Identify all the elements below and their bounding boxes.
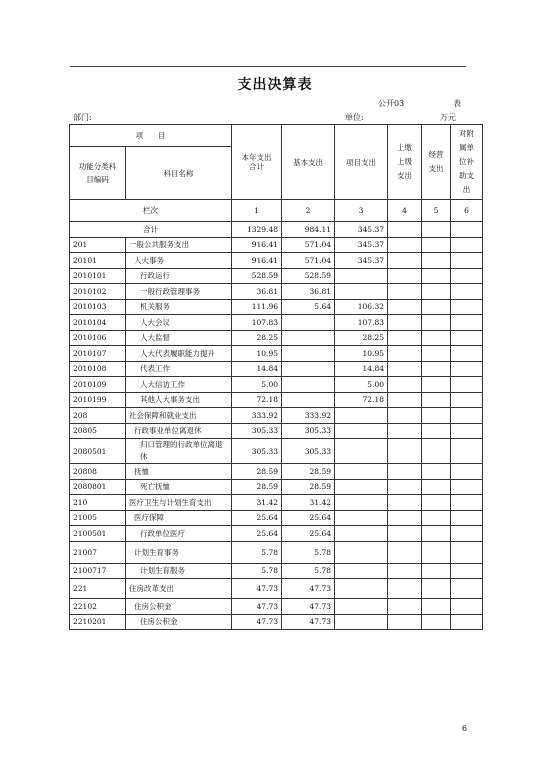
basic-amount bbox=[282, 315, 335, 331]
unit-value: 万元 bbox=[440, 113, 456, 122]
subject-name: 机关服务 bbox=[126, 299, 232, 315]
subject-code: 2010101 bbox=[70, 268, 126, 284]
subject-name: 人大信访工作 bbox=[126, 377, 232, 393]
subject-name: 医疗卫生与计划生育支出 bbox=[126, 495, 232, 511]
empty-cell bbox=[422, 423, 451, 439]
total-amount: 1329.48 bbox=[232, 222, 282, 238]
col-label: 栏次 bbox=[70, 200, 232, 222]
empty-cell bbox=[451, 237, 483, 253]
subject-name: 一般公共服务支出 bbox=[126, 237, 232, 253]
subject-name: 死亡抚恤 bbox=[126, 479, 232, 495]
empty-cell bbox=[451, 423, 483, 439]
project-amount bbox=[335, 464, 388, 480]
basic-amount: 31.42 bbox=[282, 495, 335, 511]
form-code: 公开03 bbox=[378, 99, 405, 108]
subject-name: 人大代表履职能力提升 bbox=[126, 346, 232, 362]
basic-amount: 47.73 bbox=[282, 599, 335, 615]
empty-cell bbox=[451, 510, 483, 526]
basic-amount bbox=[282, 392, 335, 408]
table-row bbox=[70, 599, 483, 615]
col-num: 2 bbox=[282, 200, 335, 222]
total-row bbox=[70, 222, 483, 238]
total-amount: 111.96 bbox=[232, 299, 282, 315]
table-row bbox=[70, 330, 483, 346]
empty-cell bbox=[388, 253, 422, 269]
subject-code: 210 bbox=[70, 495, 126, 511]
subject-code: 2010104 bbox=[70, 315, 126, 331]
total-amount: 916.41 bbox=[232, 237, 282, 253]
empty-cell bbox=[451, 599, 483, 615]
project-amount bbox=[335, 268, 388, 284]
table-row bbox=[70, 253, 483, 269]
basic-amount: 47.73 bbox=[282, 614, 335, 630]
total-label: 合计 bbox=[70, 222, 232, 238]
col-num: 6 bbox=[451, 200, 483, 222]
total-amount: 47.73 bbox=[232, 614, 282, 630]
project-amount bbox=[335, 510, 388, 526]
total-amount: 28.59 bbox=[232, 479, 282, 495]
empty-cell bbox=[388, 563, 422, 579]
empty-cell bbox=[388, 579, 422, 599]
subject-code: 2080801 bbox=[70, 479, 126, 495]
subject-name: 计划生育事务 bbox=[126, 541, 232, 563]
table-row bbox=[70, 495, 483, 511]
form-suffix: 表 bbox=[453, 99, 461, 108]
total-amount: 5.78 bbox=[232, 563, 282, 579]
total-amount: 528.59 bbox=[232, 268, 282, 284]
table-row bbox=[70, 563, 483, 579]
subject-code: 22102 bbox=[70, 599, 126, 615]
empty-cell bbox=[388, 330, 422, 346]
table-row bbox=[70, 408, 483, 424]
table-body bbox=[70, 237, 483, 630]
basic-amount: 984.11 bbox=[282, 222, 335, 238]
empty-cell bbox=[422, 614, 451, 630]
col-num: 1 bbox=[232, 200, 282, 222]
empty-cell bbox=[422, 392, 451, 408]
project-amount bbox=[335, 495, 388, 511]
empty-cell bbox=[422, 253, 451, 269]
project-amount bbox=[335, 423, 388, 439]
empty-cell bbox=[388, 408, 422, 424]
empty-cell bbox=[388, 423, 422, 439]
total-amount: 916.41 bbox=[232, 253, 282, 269]
subject-code: 2100717 bbox=[70, 563, 126, 579]
basic-amount: 333.92 bbox=[282, 408, 335, 424]
basic-amount: 305.33 bbox=[282, 423, 335, 439]
empty-cell bbox=[388, 315, 422, 331]
project-amount bbox=[335, 541, 388, 563]
total-amount: 36.81 bbox=[232, 284, 282, 300]
total-amount: 25.64 bbox=[232, 526, 282, 542]
header-row-1 bbox=[70, 125, 483, 147]
basic-amount: 305.33 bbox=[282, 439, 335, 464]
project-amount bbox=[335, 479, 388, 495]
basic-amount: 571.04 bbox=[282, 253, 335, 269]
basic-amount bbox=[282, 330, 335, 346]
empty-cell bbox=[422, 268, 451, 284]
empty-cell bbox=[388, 237, 422, 253]
total-amount: 72.18 bbox=[232, 392, 282, 408]
empty-cell bbox=[451, 614, 483, 630]
empty-cell bbox=[451, 526, 483, 542]
subject-name: 住房改革支出 bbox=[126, 579, 232, 599]
empty-cell bbox=[451, 408, 483, 424]
empty-cell bbox=[451, 464, 483, 480]
subject-code: 208 bbox=[70, 408, 126, 424]
subject-name: 其他人大事务支出 bbox=[126, 392, 232, 408]
basic-amount: 5.64 bbox=[282, 299, 335, 315]
subject-name: 社会保障和就业支出 bbox=[126, 408, 232, 424]
empty-cell bbox=[422, 495, 451, 511]
table-row bbox=[70, 579, 483, 599]
total-amount: 333.92 bbox=[232, 408, 282, 424]
basic-amount: 25.64 bbox=[282, 510, 335, 526]
empty-cell bbox=[388, 464, 422, 480]
subject-name: 归口管理的行政单位离退休 bbox=[126, 439, 232, 464]
subject-name: 住房公积金 bbox=[126, 599, 232, 615]
empty-cell bbox=[451, 346, 483, 362]
table-row bbox=[70, 315, 483, 331]
empty-cell bbox=[388, 614, 422, 630]
empty-cell bbox=[388, 439, 422, 464]
total-amount: 305.33 bbox=[232, 439, 282, 464]
empty-cell bbox=[422, 361, 451, 377]
total-amount: 28.59 bbox=[232, 464, 282, 480]
subject-code: 21007 bbox=[70, 541, 126, 563]
table-row bbox=[70, 284, 483, 300]
total-amount: 31.42 bbox=[232, 495, 282, 511]
table-row bbox=[70, 423, 483, 439]
basic-amount: 528.59 bbox=[282, 268, 335, 284]
department-label: 部门: bbox=[73, 113, 92, 122]
subject-name: 行政事业单位离退休 bbox=[126, 423, 232, 439]
total-amount: 25.64 bbox=[232, 510, 282, 526]
subject-name: 一般行政管理事务 bbox=[126, 284, 232, 300]
subject-code: 2100501 bbox=[70, 526, 126, 542]
subject-code: 2010106 bbox=[70, 330, 126, 346]
empty-cell bbox=[388, 599, 422, 615]
empty-cell bbox=[388, 361, 422, 377]
empty-cell bbox=[451, 579, 483, 599]
subject-name: 住房公积金 bbox=[126, 614, 232, 630]
table-row bbox=[70, 361, 483, 377]
subject-name: 医疗保障 bbox=[126, 510, 232, 526]
header-basic: 基本支出 bbox=[282, 125, 335, 200]
empty-cell bbox=[388, 299, 422, 315]
basic-amount: 47.73 bbox=[282, 579, 335, 599]
empty-cell bbox=[422, 408, 451, 424]
header-subject-name: 科目名称 bbox=[126, 147, 232, 200]
empty-cell bbox=[451, 563, 483, 579]
subject-code: 221 bbox=[70, 579, 126, 599]
table-row bbox=[70, 377, 483, 393]
empty-cell bbox=[422, 284, 451, 300]
empty-cell bbox=[388, 346, 422, 362]
table-row bbox=[70, 541, 483, 563]
subject-code: 2010103 bbox=[70, 299, 126, 315]
total-amount: 28.25 bbox=[232, 330, 282, 346]
empty-cell bbox=[388, 526, 422, 542]
subject-code: 20805 bbox=[70, 423, 126, 439]
empty-cell bbox=[451, 541, 483, 563]
page-number: 6 bbox=[462, 724, 468, 733]
basic-amount: 5.78 bbox=[282, 563, 335, 579]
basic-amount bbox=[282, 361, 335, 377]
subject-name: 行政单位医疗 bbox=[126, 526, 232, 542]
subject-code: 21005 bbox=[70, 510, 126, 526]
table-row bbox=[70, 268, 483, 284]
project-amount: 14.84 bbox=[335, 361, 388, 377]
empty-cell bbox=[422, 541, 451, 563]
empty-cell bbox=[388, 268, 422, 284]
header-total: 本年支出合计 bbox=[232, 125, 282, 200]
project-amount: 72.18 bbox=[335, 392, 388, 408]
header-business: 经营支出 bbox=[422, 125, 451, 200]
subject-name: 抚恤 bbox=[126, 464, 232, 480]
subject-code: 2010108 bbox=[70, 361, 126, 377]
project-amount: 10.95 bbox=[335, 346, 388, 362]
empty-cell bbox=[422, 579, 451, 599]
project-amount bbox=[335, 614, 388, 630]
total-amount: 47.73 bbox=[232, 579, 282, 599]
basic-amount: 25.64 bbox=[282, 526, 335, 542]
total-amount: 305.33 bbox=[232, 423, 282, 439]
empty-cell bbox=[422, 439, 451, 464]
empty-cell bbox=[451, 392, 483, 408]
table-row bbox=[70, 614, 483, 630]
empty-cell bbox=[422, 526, 451, 542]
total-amount: 5.00 bbox=[232, 377, 282, 393]
empty-cell bbox=[388, 479, 422, 495]
empty-cell bbox=[388, 377, 422, 393]
project-amount: 345.37 bbox=[335, 253, 388, 269]
subject-name: 行政运行 bbox=[126, 268, 232, 284]
project-amount bbox=[335, 563, 388, 579]
basic-amount: 5.78 bbox=[282, 541, 335, 563]
subject-code: 2010109 bbox=[70, 377, 126, 393]
subject-code: 2010102 bbox=[70, 284, 126, 300]
subject-code: 20101 bbox=[70, 253, 126, 269]
subject-name: 人大监督 bbox=[126, 330, 232, 346]
subject-name: 代表工作 bbox=[126, 361, 232, 377]
empty-cell bbox=[451, 479, 483, 495]
column-number-row bbox=[70, 200, 483, 222]
basic-amount: 28.59 bbox=[282, 479, 335, 495]
total-amount: 14.84 bbox=[232, 361, 282, 377]
col-num: 4 bbox=[388, 200, 422, 222]
project-amount bbox=[335, 579, 388, 599]
project-amount bbox=[335, 439, 388, 464]
project-amount: 5.00 bbox=[335, 377, 388, 393]
subject-code: 2080501 bbox=[70, 439, 126, 464]
table-row bbox=[70, 510, 483, 526]
header-subsidy: 对附属单位补助支出 bbox=[451, 125, 483, 200]
empty-cell bbox=[422, 464, 451, 480]
expenditure-table bbox=[69, 124, 483, 630]
empty-cell bbox=[422, 377, 451, 393]
total-amount: 10.95 bbox=[232, 346, 282, 362]
empty-cell bbox=[388, 541, 422, 563]
top-rule bbox=[70, 66, 466, 67]
empty-cell bbox=[451, 315, 483, 331]
table-row bbox=[70, 439, 483, 464]
subject-code: 2010199 bbox=[70, 392, 126, 408]
table-row bbox=[70, 392, 483, 408]
table-row bbox=[70, 479, 483, 495]
project-amount: 28.25 bbox=[335, 330, 388, 346]
empty-cell bbox=[451, 495, 483, 511]
total-amount: 47.73 bbox=[232, 599, 282, 615]
empty-cell bbox=[388, 510, 422, 526]
empty-cell bbox=[422, 237, 451, 253]
empty-cell bbox=[451, 439, 483, 464]
empty-cell bbox=[388, 495, 422, 511]
empty-cell bbox=[451, 284, 483, 300]
subject-code: 2010107 bbox=[70, 346, 126, 362]
project-amount bbox=[335, 408, 388, 424]
table-row bbox=[70, 526, 483, 542]
empty-cell bbox=[388, 392, 422, 408]
empty-cell bbox=[451, 361, 483, 377]
empty-cell bbox=[422, 315, 451, 331]
subject-code: 201 bbox=[70, 237, 126, 253]
basic-amount: 28.59 bbox=[282, 464, 335, 480]
unit-label: 单位: bbox=[345, 113, 364, 122]
table-row bbox=[70, 464, 483, 480]
table-row bbox=[70, 346, 483, 362]
page-title: 支出决算表 bbox=[237, 77, 313, 93]
total-amount: 107.83 bbox=[232, 315, 282, 331]
empty-cell bbox=[451, 299, 483, 315]
basic-amount bbox=[282, 377, 335, 393]
total-amount: 5.78 bbox=[232, 541, 282, 563]
table-row bbox=[70, 237, 483, 253]
header-func-code: 功能分类科目编码 bbox=[70, 147, 126, 200]
subject-code: 20808 bbox=[70, 464, 126, 480]
subject-name: 计划生育服务 bbox=[126, 563, 232, 579]
empty-cell bbox=[451, 268, 483, 284]
col-num: 3 bbox=[335, 200, 388, 222]
basic-amount bbox=[282, 346, 335, 362]
empty-cell bbox=[422, 346, 451, 362]
header-upper: 上缴上级支出 bbox=[388, 125, 422, 200]
project-amount bbox=[335, 284, 388, 300]
empty-cell bbox=[422, 330, 451, 346]
project-amount: 345.37 bbox=[335, 222, 388, 238]
project-amount bbox=[335, 526, 388, 542]
project-amount: 345.37 bbox=[335, 237, 388, 253]
empty-cell bbox=[422, 599, 451, 615]
empty-cell bbox=[451, 330, 483, 346]
subject-name: 人大事务 bbox=[126, 253, 232, 269]
empty-cell bbox=[422, 563, 451, 579]
table-row bbox=[70, 299, 483, 315]
project-amount: 107.83 bbox=[335, 315, 388, 331]
project-amount: 106.32 bbox=[335, 299, 388, 315]
empty-cell bbox=[451, 377, 483, 393]
subject-code: 2210201 bbox=[70, 614, 126, 630]
col-num: 5 bbox=[422, 200, 451, 222]
header-project: 项 目 bbox=[70, 125, 232, 147]
empty-cell bbox=[422, 510, 451, 526]
project-amount bbox=[335, 599, 388, 615]
header-project-exp: 项目支出 bbox=[335, 125, 388, 200]
basic-amount: 571.04 bbox=[282, 237, 335, 253]
empty-cell bbox=[451, 253, 483, 269]
subject-name: 人大会议 bbox=[126, 315, 232, 331]
basic-amount: 36.81 bbox=[282, 284, 335, 300]
empty-cell bbox=[422, 299, 451, 315]
empty-cell bbox=[422, 479, 451, 495]
empty-cell bbox=[388, 284, 422, 300]
